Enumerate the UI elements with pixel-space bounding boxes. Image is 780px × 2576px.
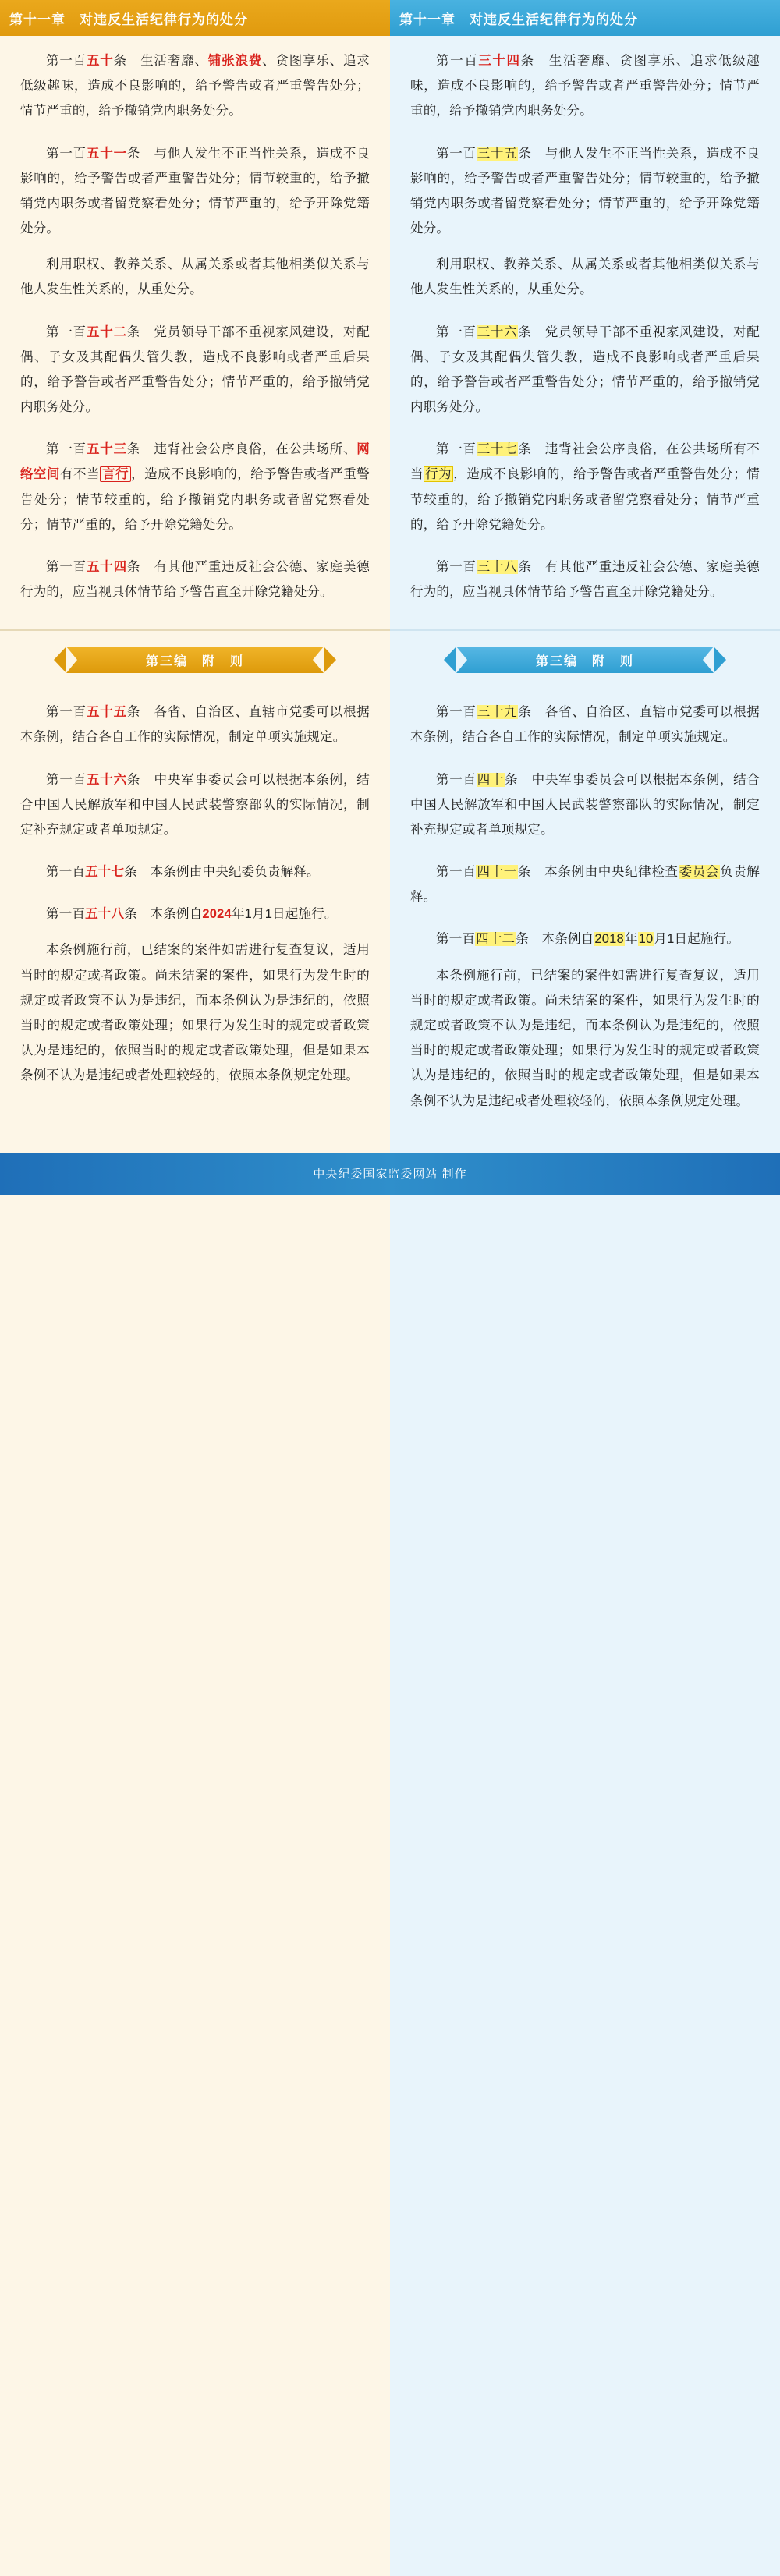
article-text-segment: 负责解释。 <box>410 865 760 905</box>
article-paragraph <box>20 902 370 927</box>
chapter-bar-left <box>0 0 390 36</box>
article-text-segment: 本条例自 <box>528 932 594 947</box>
article-number: 五十一 <box>86 146 127 161</box>
section-banner-left-label: 第三编 附 则 <box>145 654 244 668</box>
article-number-suffix: 条 <box>505 772 519 787</box>
article-number-prefix: 第一百 <box>46 559 87 574</box>
article-text-segment: 各省、自治区、直辖市党委可以根据本条例，结合各自工作的实际情况，制定单项实施规定。 <box>410 705 760 745</box>
page-footer <box>0 1153 780 1195</box>
article-number: 三十六 <box>477 324 518 339</box>
article-text-segment: 行为 <box>425 467 452 482</box>
right-appendix <box>390 687 780 1138</box>
article-number: 五十三 <box>86 442 127 457</box>
article-number: 四十一 <box>477 865 517 880</box>
article-paragraph <box>20 320 370 420</box>
article-number-suffix: 条 <box>517 865 532 880</box>
footer-credit: 中央纪委国家监委网站 制作 <box>313 1168 467 1182</box>
article-paragraph <box>410 320 760 420</box>
article-paragraph <box>410 927 760 951</box>
article-number-prefix: 第一百 <box>436 54 479 68</box>
article-number: 三十九 <box>477 705 518 720</box>
article-number-prefix: 第一百 <box>436 932 476 947</box>
chapter-bar-right <box>390 0 780 36</box>
chapter-title-left: 第十一章 对违反生活纪律行为的处分 <box>9 12 248 27</box>
article-number-suffix: 条 <box>124 907 137 922</box>
article-paragraph <box>20 555 370 604</box>
article-text-segment: 1 <box>264 907 273 922</box>
article-number-suffix: 条 <box>518 324 532 339</box>
article-number-suffix: 条 <box>518 146 532 161</box>
article-paragraph <box>20 859 370 884</box>
article-extra-paragraph: 本条例施行前，已结案的案件如需进行复查复议，适用当时的规定或者政策。尚未结案的案件，如果行为发生时的规定或者政策不认为是违纪，而本条例认为是违纪的，依照当时的规定或者政策处理；如果行为发生时的规定或者政策认为是违纪的，依照当时的规定或者政策处理，但是如果本条例不认为是违纪或者处理较轻的，依照本条例规定处理。 <box>410 968 760 1108</box>
article-paragraph <box>410 141 760 242</box>
article-text-segment: 中央军事委员会可以根据本条例，结合中国人民解放军和中国人民武装警察部队的实际情况，制定补充规定或者单项规定。 <box>410 772 760 837</box>
article-number: 五十八 <box>85 907 125 922</box>
banner-notch-left-icon <box>66 647 77 673</box>
article-paragraph <box>410 700 760 749</box>
article-number: 三十八 <box>477 559 518 574</box>
article-number-prefix: 第一百 <box>46 705 87 720</box>
divider-right <box>390 629 780 631</box>
article-text-segment: ，造成不良影响的，给予警告或者严重警告处分；情节较重的，给予撤销党内职务或者留党察看处分；情节严重的，给予开除党籍处分。 <box>20 467 370 532</box>
article-text-segment: 与他人发生不正当性关系，造成不良影响的，给予警告或者严重警告处分；情节较重的，给予撤销党内职务或者留党察看处分；情节严重的，给予开除党籍处分。 <box>410 146 760 236</box>
article-text-segment: 2024 <box>202 907 232 922</box>
article-number-suffix: 条 <box>518 559 532 574</box>
article-text-segment: 有不当 <box>60 467 101 482</box>
article-text-segment: 2018 <box>594 932 624 947</box>
article-text-segment: 1 <box>244 907 253 922</box>
article-text-segment: 日起施行。 <box>272 907 338 922</box>
article-paragraph <box>410 437 760 537</box>
article-text-segment: 年 <box>231 907 245 922</box>
bottom-filler <box>0 1139 780 1153</box>
article-number-suffix: 条 <box>113 54 127 68</box>
article-text-segment: 违背社会公序良俗，在公共场所、 <box>140 442 357 457</box>
articles-row <box>0 36 780 629</box>
article-extra-paragraph: 利用职权、教养关系、从属关系或者其他相类似关系与他人发生性关系的，从重处分。 <box>20 257 370 297</box>
article-text-segment: 与他人发生不正当性关系，造成不良影响的，给予警告或者严重警告处分；情节较重的，给予撤销党内职务或者留党察看处分；情节严重的，给予开除党籍处分。 <box>20 146 370 236</box>
article-text-segment: 有其他严重违反社会公德、家庭美德行为的，应当视具体情节给予警告直至开除党籍处分。 <box>410 559 760 600</box>
article-number-prefix: 第一百 <box>46 865 86 880</box>
article-number-suffix: 条 <box>124 865 137 880</box>
section-divider <box>0 629 780 631</box>
article-number-suffix: 条 <box>518 705 532 720</box>
article-number: 五十二 <box>86 324 127 339</box>
article-paragraph <box>20 767 370 843</box>
article-text-segment: 本条例由中央纪委负责解释。 <box>136 865 320 880</box>
article-extra-paragraph: 利用职权、教养关系、从属关系或者其他相类似关系与他人发生性关系的，从重处分。 <box>410 257 760 297</box>
article-text-segment: 铺张浪费 <box>207 54 263 68</box>
article-number: 五十四 <box>86 559 127 574</box>
section-banner-row <box>0 636 780 687</box>
article-paragraph <box>20 437 370 537</box>
divider-left <box>0 629 390 631</box>
article-number-suffix: 条 <box>516 932 529 947</box>
article-paragraph <box>410 767 760 843</box>
article-text-segment: 网络空间 <box>20 442 370 482</box>
section-banner-right <box>456 647 714 673</box>
article-number-suffix: 条 <box>126 772 141 787</box>
article-number-prefix: 第一百 <box>46 907 86 922</box>
article-number-suffix: 条 <box>126 705 141 720</box>
article-number-suffix: 条 <box>126 559 141 574</box>
article-text-segment: 月 <box>252 907 265 922</box>
article-number-prefix: 第一百 <box>436 772 477 787</box>
article-text-segment: 、贪图享乐、追求低级趣味，造成不良影响的，给予警告或者严重警告处分；情节严重的，给予撤销党内职务处分。 <box>20 54 370 119</box>
chapter-header-row <box>0 0 780 36</box>
appendix-row <box>0 687 780 1138</box>
article-text-segment: 本条例自 <box>136 907 203 922</box>
right-column-header <box>390 0 780 36</box>
article-number-suffix: 条 <box>126 442 141 457</box>
article-text-segment: 党员领导干部不重视家风建设，对配偶、子女及其配偶失管失教，造成不良影响或者严重后果的，给予警告或者严重警告处分；情节严重的，给予撤销党内职务处分。 <box>410 324 760 415</box>
article-paragraph <box>20 48 370 124</box>
banner-wrap-left <box>0 636 390 687</box>
article-paragraph <box>410 48 760 124</box>
article-number: 五十七 <box>85 865 125 880</box>
article-number: 四十 <box>477 772 505 787</box>
article-number-prefix: 第一百 <box>46 54 87 68</box>
banner-notch-left-icon <box>456 647 467 673</box>
banner-notch-right-icon <box>703 647 714 673</box>
article-number-prefix: 第一百 <box>46 146 87 161</box>
article-text-segment: 言行 <box>100 466 131 482</box>
banner-wrap-right <box>390 636 780 687</box>
article-number-suffix: 条 <box>518 442 532 457</box>
article-number-prefix: 第一百 <box>436 146 477 161</box>
article-text-segment: 有其他严重违反社会公德、家庭美德行为的，应当视具体情节给予警告直至开除党籍处分。 <box>20 559 370 600</box>
article-extra-paragraph: 本条例施行前，已结案的案件如需进行复查复议，适用当时的规定或者政策。尚未结案的案件，如果行为发生时的规定或者政策不认为是违纪，而本条例认为是违纪的，依照当时的规定或者政策处理；如果行为发生时的规定或者政策认为是违纪的，依照当时的规定或者政策处理，但是如果本条例不认为是违纪或者处理较轻的，依照本条例规定处理。 <box>20 943 370 1083</box>
article-number-prefix: 第一百 <box>436 324 477 339</box>
article-number: 三十七 <box>477 442 518 457</box>
article-text-segment: 生活奢靡、贪图享乐、追求低级趣味，造成不良影响的，给予警告或者严重警告处分；情节严重的，给予撤销党内职务处分。 <box>410 54 760 119</box>
article-number-prefix: 第一百 <box>436 442 477 457</box>
article-number: 五十五 <box>86 705 127 720</box>
filler-left <box>0 1139 390 1153</box>
article-paragraph <box>20 141 370 242</box>
article-text-segment: 日起施行。 <box>674 932 739 947</box>
article-text-segment: 1 <box>667 932 675 947</box>
article-text-segment: 纪律检查 <box>625 865 679 880</box>
article-text-segment: 中央军事委员会可以根据本条例，结合中国人民解放军和中国人民武装警察部队的实际情况，制定补充规定或者单项规定。 <box>20 772 370 837</box>
article-number: 五十 <box>86 54 114 68</box>
article-number: 三十五 <box>477 146 518 161</box>
article-text-segment: 生活奢靡、 <box>126 54 208 68</box>
article-text-segment: 10 <box>638 932 654 947</box>
section-banner-left <box>66 647 324 673</box>
article-number: 五十六 <box>86 772 127 787</box>
banner-notch-right-icon <box>313 647 324 673</box>
right-articles <box>390 36 780 629</box>
left-column-header <box>0 0 390 36</box>
filler-right <box>390 1139 780 1153</box>
article-number-suffix: 条 <box>520 54 535 68</box>
article-number-prefix: 第一百 <box>436 705 477 720</box>
article-text-segment: 各省、自治区、直辖市党委可以根据本条例，结合各自工作的实际情况，制定单项实施规定。 <box>20 705 370 745</box>
article-text-segment: 年 <box>624 932 638 947</box>
section-banner-right-label: 第三编 附 则 <box>535 654 634 668</box>
left-articles <box>0 36 390 629</box>
article-paragraph <box>410 555 760 604</box>
article-number-prefix: 第一百 <box>46 324 87 339</box>
article-text-segment: ，造成不良影响的，给予警告或者严重警告处分；情节较重的，给予撤销党内职务或者留党察看处分；情节严重的，给予开除党籍处分。 <box>410 467 760 532</box>
article-text-segment: 委员会 <box>679 865 720 880</box>
article-number-suffix: 条 <box>126 324 141 339</box>
article-number-prefix: 第一百 <box>46 772 87 787</box>
chapter-title-right: 第十一章 对违反生活纪律行为的处分 <box>399 12 638 27</box>
article-text-segment: 违背社会公序良俗，在公共场所有不当 <box>410 442 760 482</box>
article-number-suffix: 条 <box>126 146 141 161</box>
article-number: 四十二 <box>476 932 516 947</box>
article-text-segment: 本条例由中央 <box>531 865 626 880</box>
article-text-segment: 党员领导干部不重视家风建设，对配偶、子女及其配偶失管失教，造成不良影响或者严重后果的，给予警告或者严重警告处分；情节严重的，给予撤销党内职务处分。 <box>20 324 370 415</box>
article-number: 三十四 <box>478 54 521 68</box>
article-text-segment: 月 <box>654 932 668 947</box>
left-appendix <box>0 687 390 1138</box>
article-paragraph <box>410 859 760 909</box>
article-number-prefix: 第一百 <box>436 865 477 880</box>
article-number-prefix: 第一百 <box>436 559 477 574</box>
article-paragraph <box>20 700 370 749</box>
article-number-prefix: 第一百 <box>46 442 87 457</box>
